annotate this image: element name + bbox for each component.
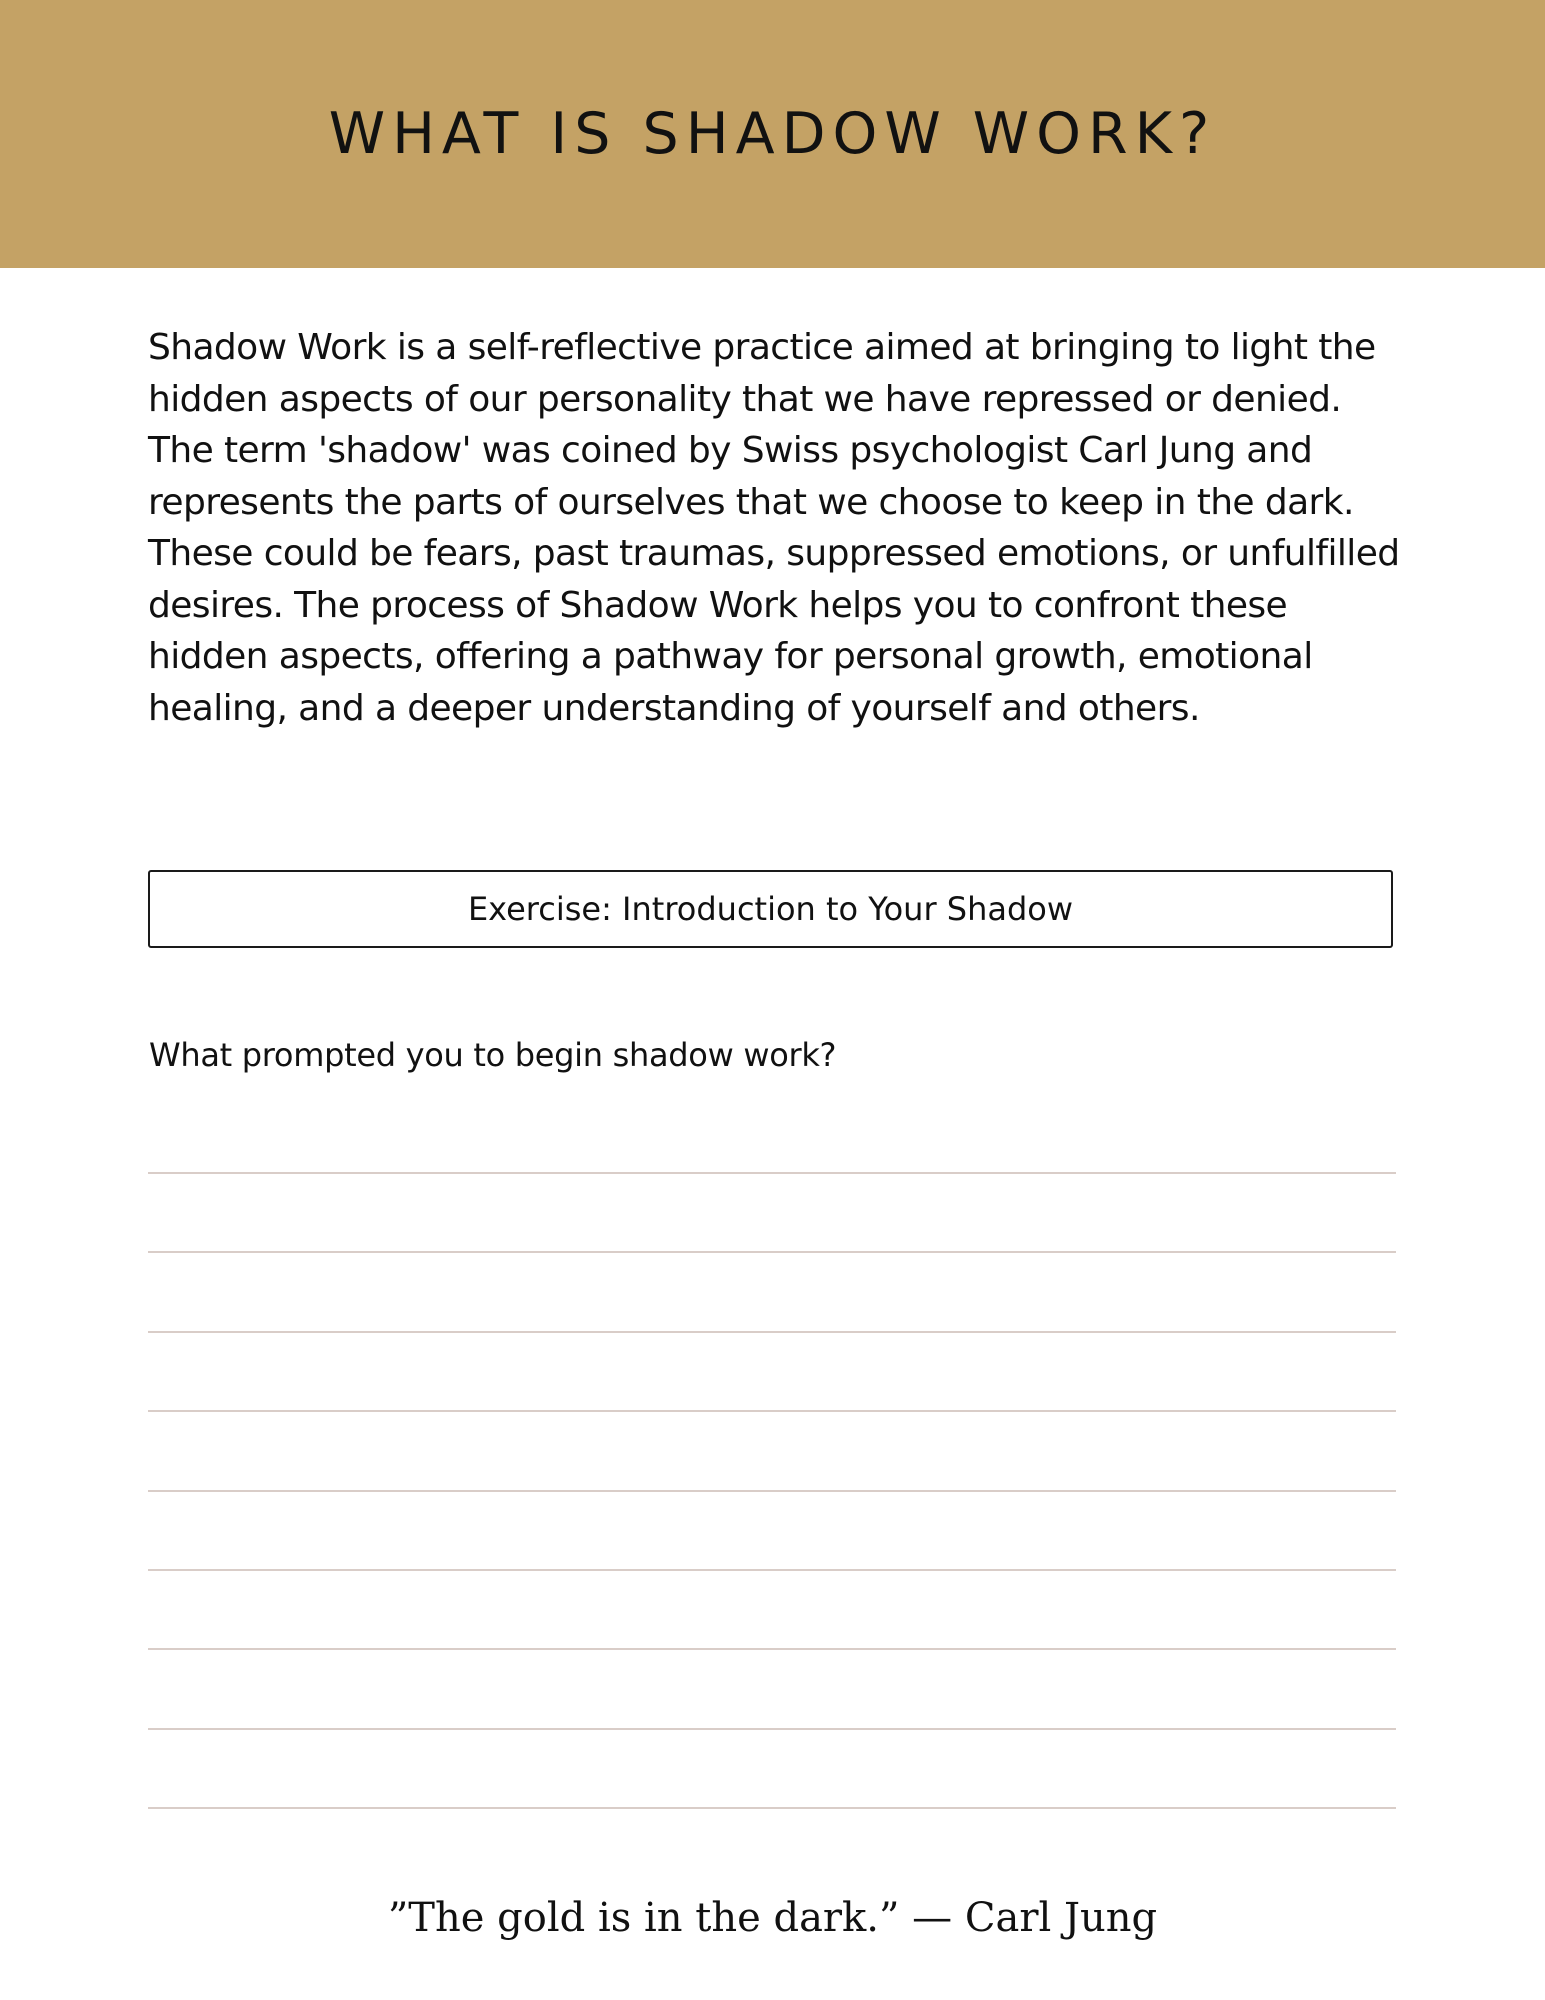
writing-line[interactable]	[148, 1728, 1396, 1730]
page-title: WHAT IS SHADOW WORK?	[328, 101, 1217, 167]
footer-quote: ”The gold is in the dark.” — Carl Jung	[387, 1895, 1158, 1941]
writing-line[interactable]	[148, 1251, 1396, 1253]
writing-line[interactable]	[148, 1648, 1396, 1650]
exercise-heading-box	[148, 870, 1393, 948]
writing-line[interactable]	[148, 1569, 1396, 1571]
writing-line[interactable]	[148, 1172, 1396, 1174]
exercise-heading-label: Exercise: Introduction to Your Shadow	[467, 890, 1074, 928]
writing-line[interactable]	[148, 1807, 1396, 1809]
writing-line[interactable]	[148, 1490, 1396, 1492]
journal-prompt-question: What prompted you to begin shadow work?	[149, 1036, 837, 1074]
intro-paragraph: Shadow Work is a self-reflective practice aimed at bringing to light the hidden aspects of our personality that we have repressed or denied. The term 'shadow' was coined by Swiss psychologist Carl Jung and represents the parts of ourselves that we choose to keep in the dark. These could be fears, past traumas, suppressed emotions, or unfulfilled desires. The process of Shadow Work helps you to confront these hidden aspects, offering a pathway for personal growth, emotional healing, and a deeper understanding of yourself and others.	[148, 327, 1400, 729]
writing-line[interactable]	[148, 1331, 1396, 1333]
writing-line[interactable]	[148, 1410, 1396, 1412]
header-band	[0, 0, 1545, 268]
